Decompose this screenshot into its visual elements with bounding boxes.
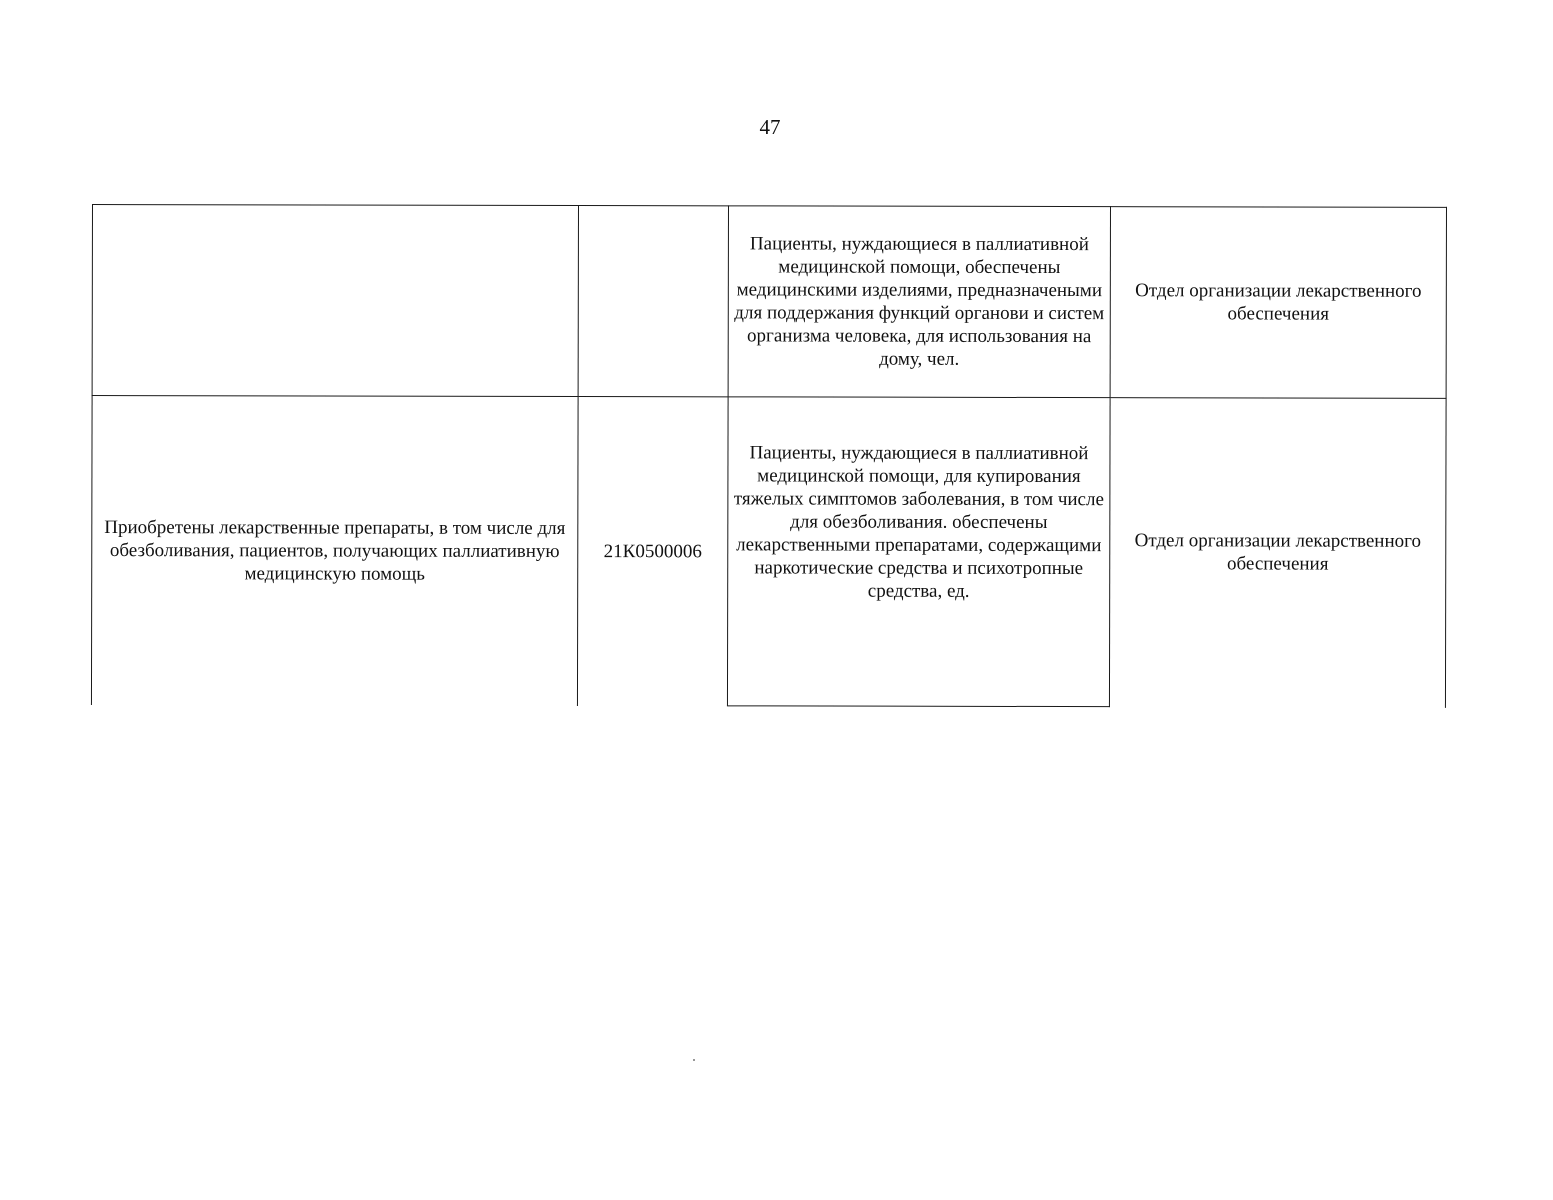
cell-event-name: Приобретены лекарственные препараты, в том числе для обезболивания, пациентов, получающих паллиативную медицинскую помощь: [91, 396, 578, 706]
cell-code: 21К0500006: [577, 397, 728, 706]
document-table: [91, 204, 1447, 708]
cell-result: Пациенты, нуждающиеся в паллиативной медицинской помощи, для купирования тяжелых симптомов заболевания, в том числе для обезболивания. обеспечены лекарственными препаратами, содержащими наркотические средства и психотропные средства, ед.: [727, 397, 1110, 707]
cell-code: [578, 206, 728, 397]
page-number: 47: [759, 115, 781, 139]
cell-event-name: [92, 205, 578, 397]
scan-speck: [693, 1059, 695, 1061]
table-row: [92, 205, 1446, 399]
table-row: [91, 396, 1446, 708]
cell-result: Пациенты, нуждающиеся в паллиативной медицинской помощи, обеспечены медицинскими изделиями, предназначеными для поддержания функций органови и систем организма человека, для использования на дому, чел.: [728, 206, 1110, 398]
cell-responsible-department: Отдел организации лекарственного обеспечения: [1110, 207, 1446, 399]
cell-responsible-department: Отдел организации лекарственного обеспечения: [1109, 398, 1446, 708]
